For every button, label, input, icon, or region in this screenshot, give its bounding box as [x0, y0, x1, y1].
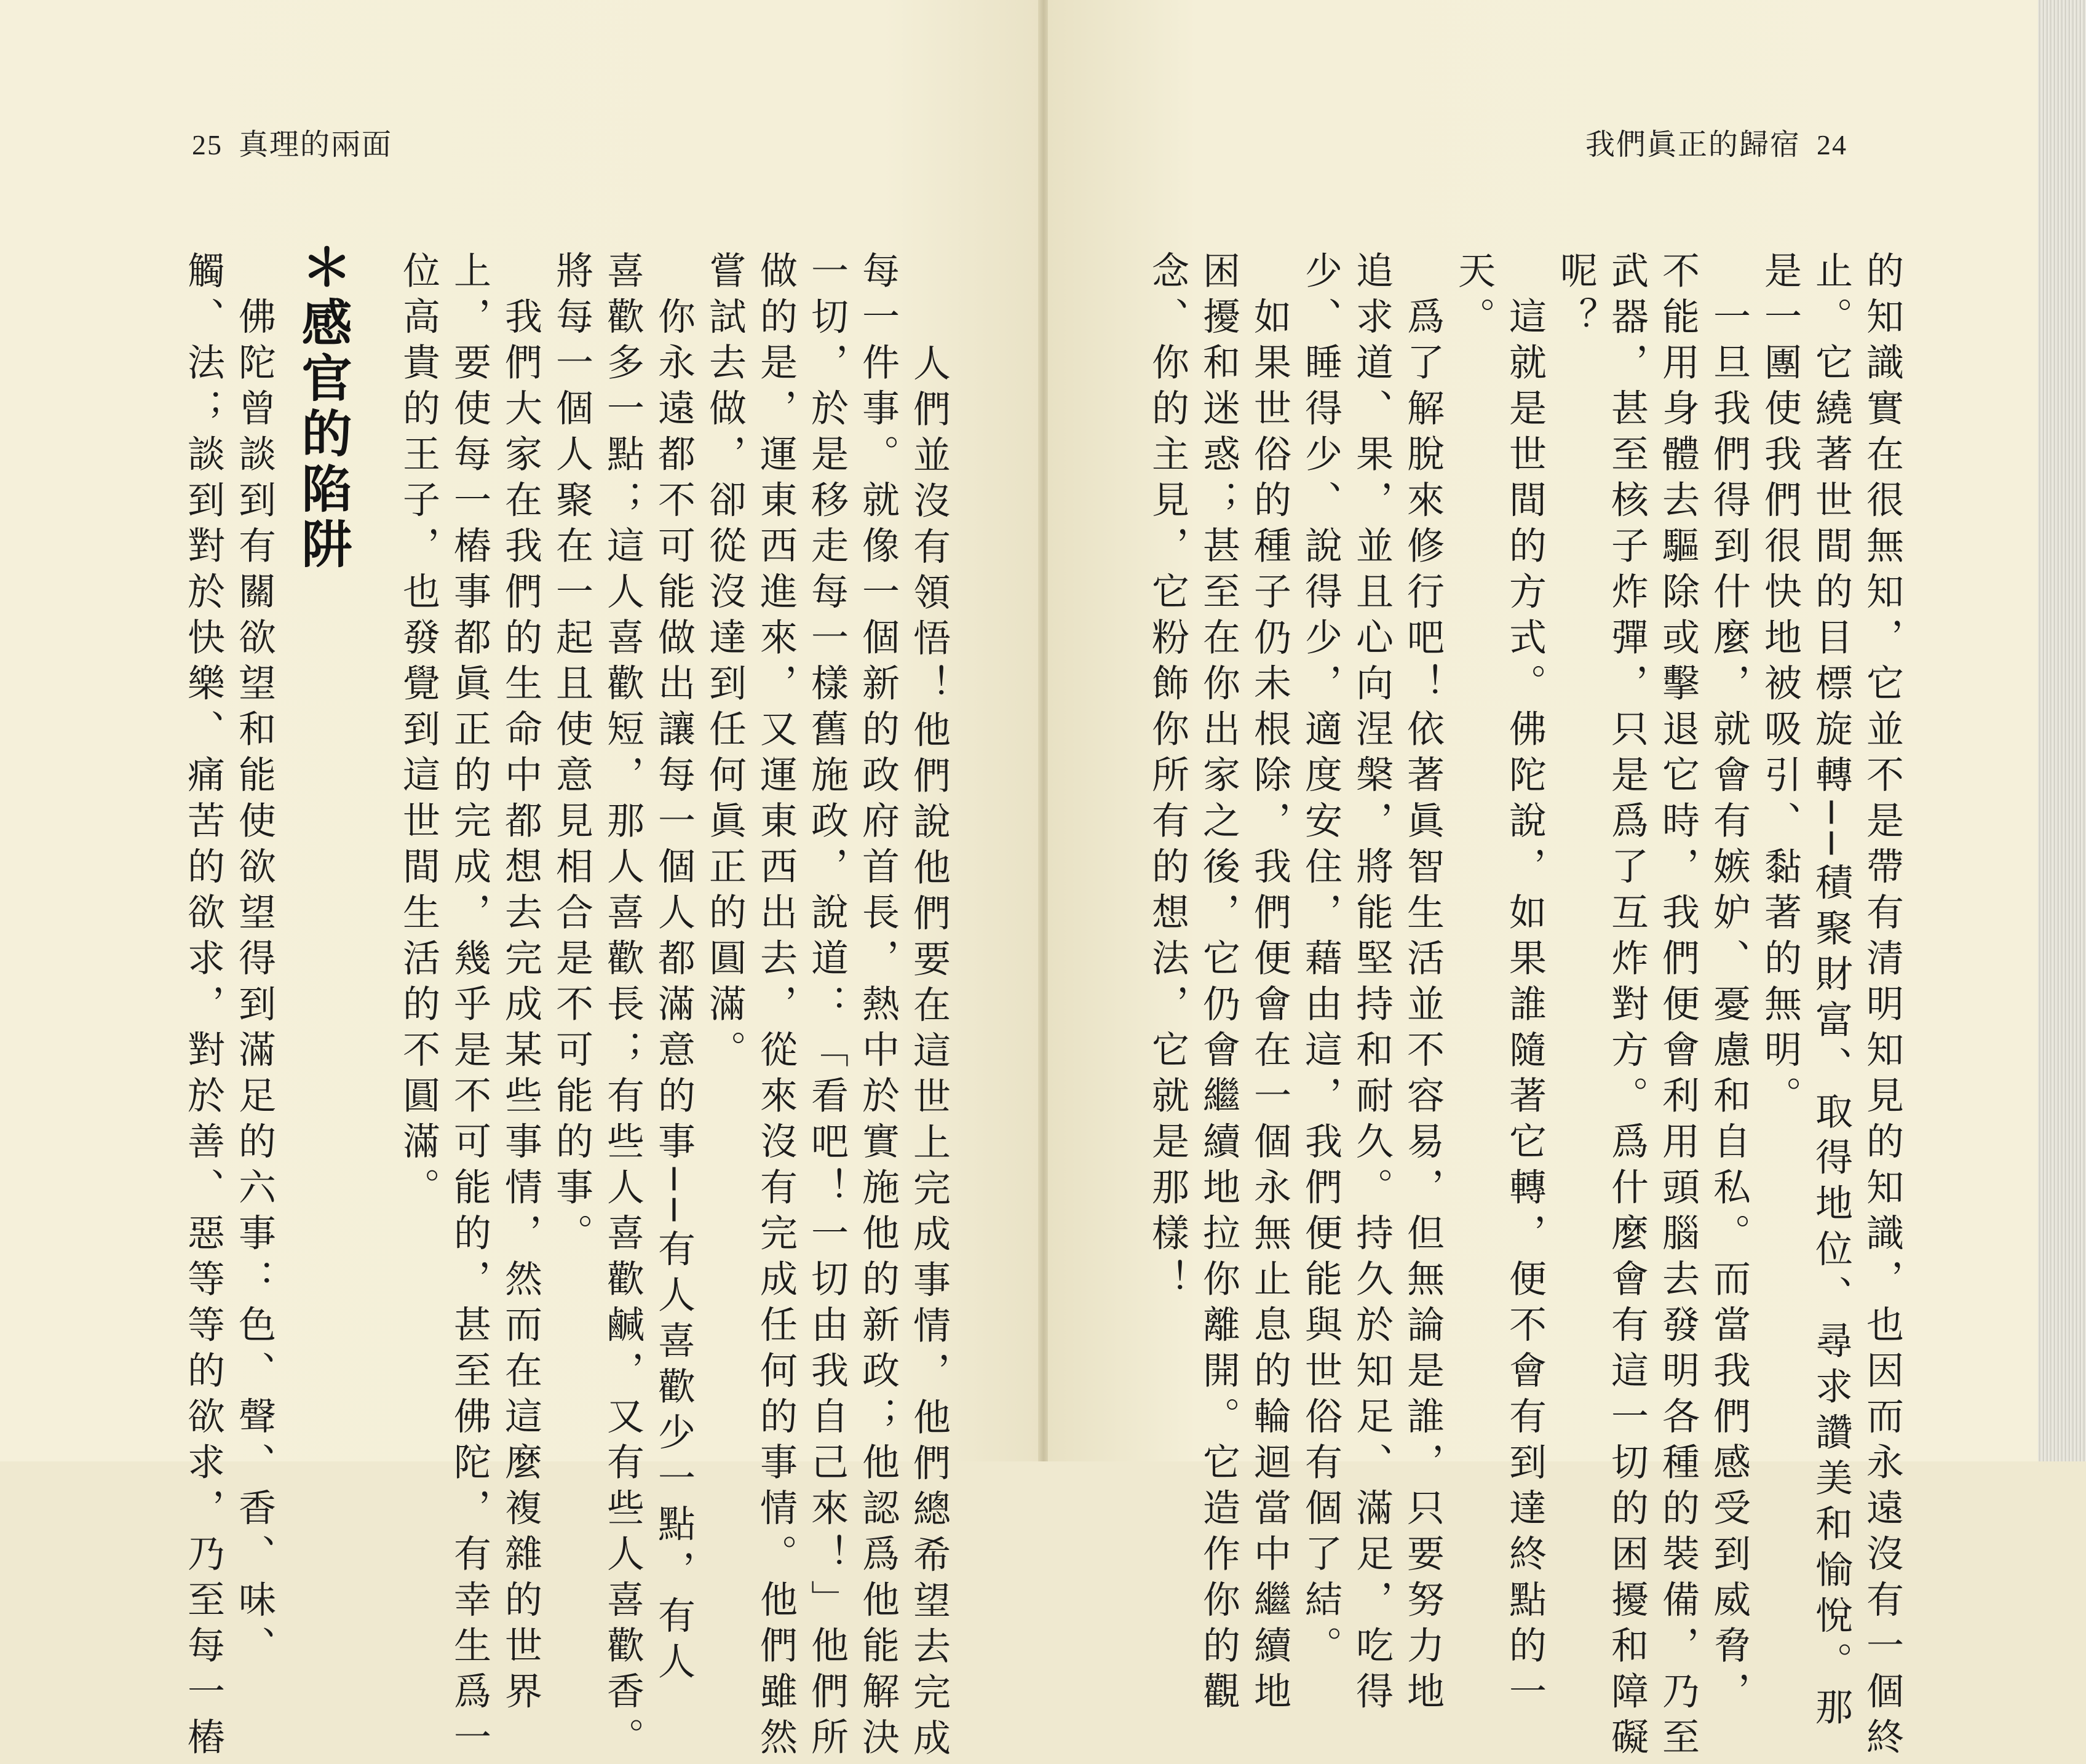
right-text-column: 止。它繞著世間的目標旋轉──積聚財富、取得地位、尋求讚美和愉悅。那 — [1809, 251, 1853, 1733]
left-text-column: 佛陀曾談到有關欲望和能使欲望得到滿足的六事：色、聲、香、味、 — [232, 251, 276, 1672]
left-text-column: 位高貴的王子，也發覺到這世間生活的不圓滿。 — [397, 251, 440, 1214]
left-text-column: 上，要使每一樁事都眞正的完成，幾乎是不可能的，甚至佛陀，有幸生爲一 — [448, 251, 491, 1763]
left-text-column: 你永遠都不可能做出讓每一個人都滿意的事──有人喜歡少一點，有人 — [652, 251, 696, 1688]
right-text-column: 追求道、果，並且心向涅槃，將能堅持和耐久。持久於知足、滿足，吃得 — [1350, 251, 1394, 1717]
right-page-number: 24 — [1817, 129, 1847, 161]
right-text-column: 武器，甚至核子炸彈，只是爲了互炸對方。爲什麼會有這一切的困擾和障礙 — [1605, 251, 1649, 1763]
right-page — [1048, 0, 2038, 1763]
left-text-column: 喜歡多一點；這人喜歡短，那人喜歡長；有些人喜歡鹹，又有些人喜歡香。 — [601, 251, 644, 1763]
right-text-column: 這就是世間的方式。佛陀說，如果誰隨著它轉，便不會有到達終點的一 — [1503, 251, 1547, 1717]
right-text-column: 如果世俗的種子仍未根除，我們便會在一個永無止息的輪迴當中繼續地 — [1248, 251, 1291, 1717]
left-text-column: 每一件事。就像一個新的政府首長，熱中於實施他的新政；他認爲他能解決 — [856, 251, 900, 1763]
right-text-column: 少、睡得少、說得少，適度安住，藉由這，我們便能與世俗有個了結。 — [1299, 251, 1342, 1672]
right-text-column: 念、你的主見，它粉飾你所有的想法，它就是那樣！ — [1146, 251, 1189, 1305]
left-text-column: 嘗試去做，卻從沒達到任何眞正的圓滿。 — [703, 251, 747, 1076]
right-text-column: 是一團使我們很快地被吸引、黏著的無明。 — [1758, 251, 1802, 1122]
left-page-number: 25 — [192, 129, 223, 161]
right-running-header — [1585, 121, 1847, 163]
right-text-column: 不能用身體去驅除或擊退它時，我們便會利用頭腦去發明各種的裝備，乃至 — [1656, 251, 1700, 1763]
left-text-column: 人們並沒有領悟！他們說他們要在這世上完成事情，他們總希望去完成 — [907, 298, 951, 1764]
section-heading: ＊感官的陷阱 — [293, 241, 352, 573]
right-running-head-title: 我們眞正的歸宿 — [1585, 129, 1801, 161]
left-page — [0, 0, 1039, 1764]
right-text-column: 呢？ — [1554, 251, 1598, 343]
left-running-head-title: 真理的兩面 — [239, 129, 393, 161]
left-text-column: 一切，於是移走每一樣舊施政，說道：「看吧！一切由我自己來！」他們所 — [805, 251, 849, 1763]
left-text-column: 我們大家在我們的生命中都想去完成某些事情，然而在這麼複雜的世界 — [499, 251, 542, 1717]
right-text-column: 爲了解脫來修行吧！依著眞智生活並不容易，但無論是誰，只要努力地 — [1401, 251, 1445, 1717]
right-text-column: 一旦我們得到什麼，就會有嫉妒、憂慮和自私。而當我們感受到威脅， — [1707, 251, 1751, 1717]
right-text-column: 天。 — [1452, 251, 1496, 343]
left-running-header — [192, 121, 392, 163]
right-text-column: 的知識實在很無知，它並不是帶有清明知見的知識，也因而永遠沒有一個終 — [1860, 251, 1904, 1763]
book-page-edges — [2038, 0, 2086, 1461]
left-text-column: 做的是，運東西進來，又運東西出去，從來沒有完成任何的事情。他們雖然 — [754, 251, 798, 1763]
left-text-column: 將每一個人聚在一起且使意見相合是不可能的事。 — [550, 251, 593, 1259]
left-text-column: 觸、法；談到對於快樂、痛苦的欲求，對於善、惡等等的欲求，乃至每一樁 — [181, 251, 225, 1763]
right-text-column: 困擾和迷惑；甚至在你出家之後，它仍會繼續地拉你離開。它造作你的觀 — [1197, 251, 1240, 1717]
